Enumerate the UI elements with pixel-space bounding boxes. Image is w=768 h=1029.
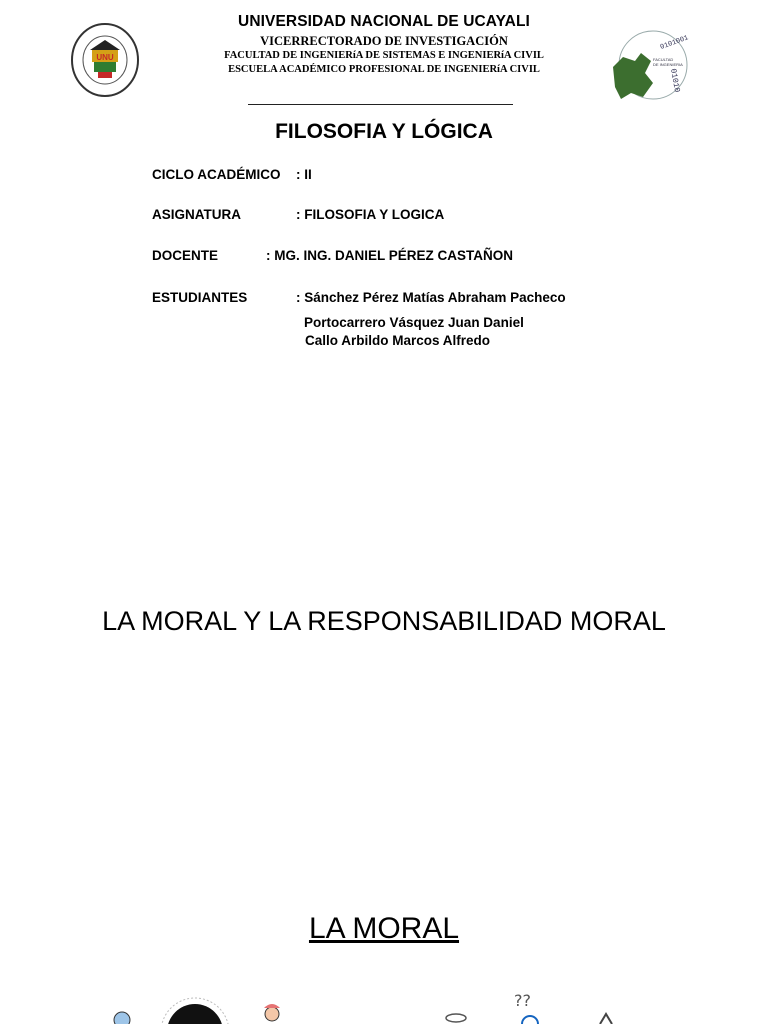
svg-text:01010: 01010 [668,67,682,94]
header-divider [248,104,513,105]
svg-text:DE INGENIERIA: DE INGENIERIA [653,62,683,67]
facultad-line: FACULTAD DE INGENIERíA DE SISTEMAS E INGENIERíA CIVIL [224,50,544,61]
ciclo-value: : II [296,167,312,182]
escuela-line: ESCUELA ACADÉMICO PROFESIONAL DE INGENIERíA CIVIL [228,64,540,75]
estudiante-1: : Sánchez Pérez Matías Abraham Pacheco [296,290,566,305]
subsection-title: LA MORAL [308,912,460,945]
estudiantes-label: ESTUDIANTES [152,290,248,305]
asignatura-value: : FILOSOFIA Y LOGICA [296,207,445,222]
svg-text:0101001: 0101001 [659,34,690,52]
decorative-illustrations [100,984,660,1024]
docente-label: DOCENTE [152,248,219,263]
estudiante-2: Portocarrero Vásquez Juan Daniel [304,315,524,330]
svg-text:??: ?? [514,991,531,1010]
section-title: LA MORAL Y LA RESPONSABILIDAD MORAL [102,606,666,636]
docente-value: : MG. ING. DANIEL PÉREZ CASTAÑON [266,248,514,263]
course-title: FILOSOFIA Y LÓGICA [275,120,493,143]
ciclo-label: CICLO ACADÉMICO [152,167,281,182]
asignatura-label: ASIGNATURA [152,207,241,222]
university-name: UNIVERSIDAD NACIONAL DE UCAYALI [238,13,530,30]
svg-text:UNU: UNU [96,53,114,62]
estudiante-3: Callo Arbildo Marcos Alfredo [305,333,491,348]
svg-text:FACULTAD: FACULTAD [653,57,674,62]
vicerrectorado-line: VICERRECTORADO DE INVESTIGACIÓN [260,34,508,48]
